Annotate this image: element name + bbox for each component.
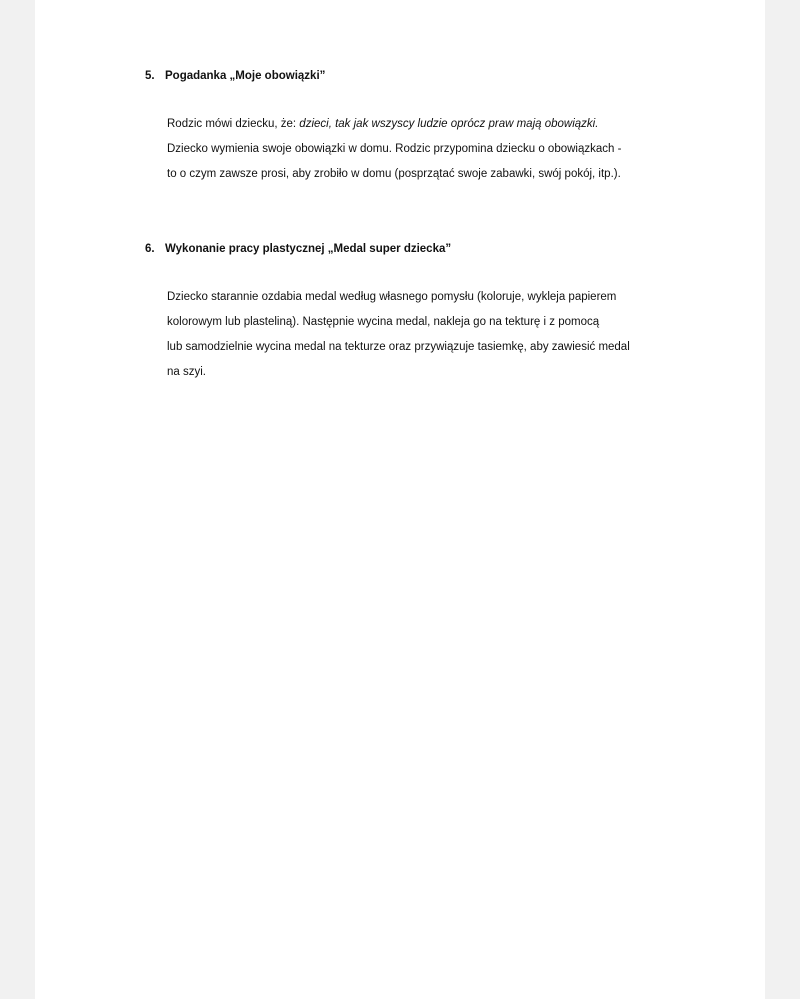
- section-5-number: 5.: [145, 70, 155, 82]
- section-6-paragraph: [167, 285, 687, 385]
- line-emphasis: dzieci, tak jak wszyscy ludzie oprócz praw mają obowiązki.: [299, 118, 599, 130]
- paragraph-line: kolorowym lub plasteliną). Następnie wycina medal, nakleja go na tekturę i z pomocą: [167, 316, 600, 328]
- paragraph-line: Dziecko wymienia swoje obowiązki w domu. Rodzic przypomina dziecku o obowiązkach -: [167, 143, 622, 155]
- paragraph-line: to o czym zawsze prosi, aby zrobiło w domu (posprzątać swoje zabawki, swój pokój, itp.).: [167, 168, 621, 180]
- paragraph-line: lub samodzielnie wycina medal na tekturze oraz przywiązuje tasiemkę, aby zawiesić medal: [167, 341, 630, 353]
- paragraph-line: na szyi.: [167, 366, 206, 378]
- document-page: [35, 0, 765, 999]
- paragraph-line: Dziecko starannie ozdabia medal według własnego pomysłu (koloruje, wykleja papierem: [167, 291, 617, 303]
- section-6-heading: [145, 242, 451, 256]
- section-5-title: Pogadanka „Moje obowiązki”: [165, 70, 326, 82]
- section-5-paragraph: [167, 112, 687, 187]
- section-6-number: 6.: [145, 243, 155, 255]
- section-5-heading: [145, 69, 325, 83]
- section-6-title: Wykonanie pracy plastycznej „Medal super dziecka”: [165, 243, 452, 255]
- paragraph-line: [167, 112, 687, 137]
- line-prefix: Rodzic mówi dziecku, że:: [167, 118, 300, 130]
